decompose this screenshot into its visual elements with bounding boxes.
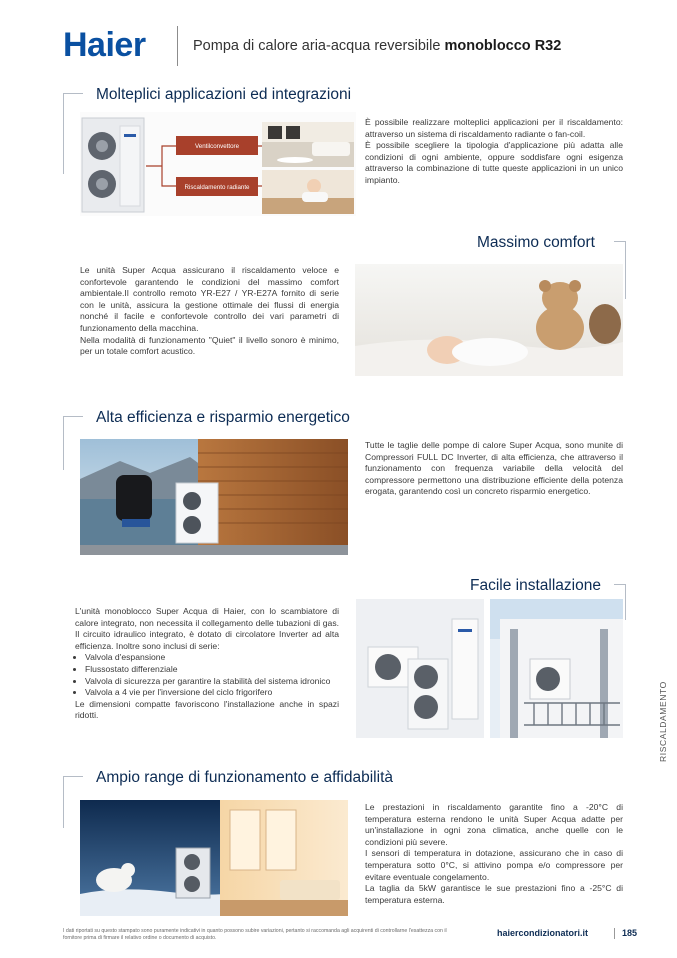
outdoor-units-image: [356, 599, 484, 738]
diagram-label-radiant: Riscaldamento radiante: [184, 184, 250, 191]
section-rule: [63, 776, 83, 777]
section-text-efficiency: [365, 440, 623, 498]
child-floor-image: [262, 170, 354, 214]
list-item: • Valvola di sicurezza per garantire la stabilità del sistema idronico: [85, 676, 339, 688]
building-installation-image: [490, 599, 623, 738]
living-room-image: [262, 122, 354, 167]
list-item: • Flussostato differenziale: [85, 664, 339, 676]
section-rule: [63, 776, 64, 828]
section-rule: [625, 584, 626, 620]
section-text-operating-range: [365, 802, 623, 906]
applications-diagram: [80, 112, 356, 216]
paragraph: Nella modalità di funzionamento "Quiet" il livello sonoro è minimo, per un totale comfort acustico.: [80, 334, 339, 357]
diagram-label-fancoil: Ventilconvettore: [194, 143, 240, 150]
section-rule: [63, 416, 83, 417]
page-number: 185: [622, 928, 638, 938]
outdoor-unit-image: [82, 118, 144, 212]
section-rule: [625, 241, 626, 299]
paragraph: La taglia da 5kW garantisce le sue prestazioni fino a -25°C di temperatura esterna.: [365, 883, 623, 905]
haier-logo: Haier: [63, 26, 146, 64]
sleeping-baby-image: [355, 264, 623, 376]
section-text-installation: [75, 606, 339, 722]
header-divider: [177, 26, 178, 66]
paragraph: L'unità monoblocco Super Acqua di Haier, con lo scambiatore di calore integrato, non necessita il collegamento delle tubazioni di gas. Il circuito idraulico integrato, è dotato di circolatore Inverter ad alta efficienza. Inoltre sono inclusi di serie:: [75, 606, 339, 651]
category-side-label: RISCALDAMENTO: [658, 681, 668, 762]
section-title-operating-range: Ampio range di funzionamento e affidabilità: [96, 769, 393, 786]
footer-website-link[interactable]: haiercondizionatori.it: [497, 928, 589, 938]
paragraph: È possibile realizzare molteplici applicazioni per il riscaldamento: attraverso un sistema di riscaldamento radiante o fan-coil.: [365, 117, 623, 139]
section-text-comfort: [80, 265, 339, 358]
paragraph: Tutte le taglie delle pompe di calore Super Acqua, sono munite di Compressori FULL DC Inverter, di alta efficienza, che attraverso il funzionamento con frequenza variabile della velocità del compressore permettono una distribuzione efficiente della potenza erogata, garantendo così un concreto risparmio energetico.: [365, 440, 623, 497]
section-text-applications: [365, 117, 623, 187]
section-title-comfort: Massimo comfort: [477, 234, 595, 251]
section-title-efficiency: Alta efficienza e risparmio energetico: [96, 409, 350, 426]
list-item: • Valvola d'espansione: [85, 652, 339, 664]
list-item: • Valvola a 4 vie per l'inversione del ciclo frigorifero: [85, 687, 339, 699]
included-features-list: [75, 652, 339, 698]
paragraph: Le unità Super Acqua assicurano il riscaldamento veloce e confortevole garantendo le condizioni del massimo comfort ambientale.Il controllo remoto YR-E27 / YR-E27A fornito di serie con le unità, assicura la gestione ottimale dei flussi di energia nonché il facile e confortevole controllo dei vari parametri di funzionamento della macchina.: [80, 265, 339, 333]
section-rule: [63, 93, 64, 174]
paragraph: Le dimensioni compatte favoriscono l'installazione anche in spazi ridotti.: [75, 698, 339, 721]
polar-bear-winter-image: [80, 800, 348, 916]
efficiency-house-image: [80, 439, 348, 555]
footer-disclaimer: I dati riportati su questo stampato sono puramente indicativi in quanto possono subire variazioni, pertanto si raccomanda agli acquirenti di controllarne l'esattezza con il fornitore prima di firmare il relativo ordine o documento di acquisto.: [63, 928, 447, 941]
document-title-bold: monoblocco R32: [444, 38, 562, 54]
section-title-installation: Facile installazione: [470, 577, 601, 594]
section-rule: [63, 416, 64, 470]
paragraph: I sensori di temperatura in dotazione, assicurano che in caso di temperatura sotto 0°C, si attivino pompa e/o compressore per evitare eventuale congelamento.: [365, 848, 623, 882]
document-title: [193, 38, 561, 54]
paragraph: Le prestazioni in riscaldamento garantite fino a -20°C di temperatura esterna rendono le unità Super Acqua adatte per un'installazione in ogni zona climatica, anche quelle con le condizioni più severe.: [365, 802, 623, 847]
footer-divider: [614, 928, 615, 939]
section-rule: [63, 93, 83, 94]
document-title-light: Pompa di calore aria-acqua reversibile: [193, 38, 441, 54]
section-title-applications: Molteplici applicazioni ed integrazioni: [96, 86, 352, 103]
paragraph: È possibile scegliere la tipologia d'applicazione più adatta alle condizioni di ogni ambiente, oppure soddisfare ogni esigenza attraverso la combinazione di tutte queste applicazioni in un unico impianto.: [365, 140, 623, 185]
